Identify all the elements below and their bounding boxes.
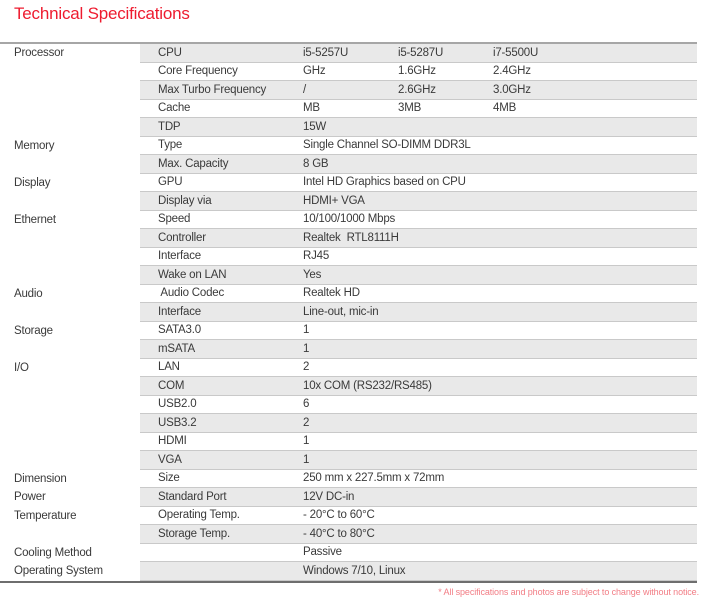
value-cell: HDMI+ VGA bbox=[303, 194, 365, 207]
table-row bbox=[0, 525, 697, 544]
striped-region bbox=[140, 155, 697, 174]
value-cell: 2.6GHz bbox=[398, 83, 436, 96]
table-row bbox=[0, 544, 697, 563]
table-row bbox=[0, 137, 697, 156]
page-title: Technical Specifications bbox=[14, 4, 190, 23]
table-row bbox=[0, 248, 697, 267]
category-cell bbox=[0, 118, 140, 137]
category-cell: Power bbox=[0, 488, 140, 507]
striped-region bbox=[140, 544, 697, 563]
category-cell bbox=[0, 525, 140, 544]
striped-region bbox=[140, 451, 697, 470]
value-cell: - 20°C to 60°C bbox=[303, 509, 375, 522]
value-cell: GHz bbox=[303, 65, 326, 78]
attribute-cell: LAN bbox=[158, 361, 180, 374]
category-cell bbox=[0, 229, 140, 248]
value-cell: 4MB bbox=[493, 102, 517, 115]
striped-region bbox=[140, 359, 697, 378]
table-row bbox=[0, 562, 697, 581]
table-row bbox=[0, 322, 697, 341]
value-cell: 10/100/1000 Mbps bbox=[303, 213, 396, 226]
table-row bbox=[0, 229, 697, 248]
category-cell bbox=[0, 377, 140, 396]
table-row bbox=[0, 155, 697, 174]
attribute-cell: COM bbox=[158, 379, 185, 392]
table-row bbox=[0, 488, 697, 507]
table-row bbox=[0, 433, 697, 452]
attribute-cell: Controller bbox=[158, 231, 206, 244]
value-cell: Yes bbox=[303, 268, 322, 281]
attribute-cell: CPU bbox=[158, 46, 182, 59]
value-cell: 6 bbox=[303, 398, 310, 411]
attribute-cell: Max Turbo Frequency bbox=[158, 83, 267, 96]
striped-region bbox=[140, 525, 697, 544]
striped-region bbox=[140, 562, 697, 581]
striped-region bbox=[140, 414, 697, 433]
striped-region bbox=[140, 470, 697, 489]
attribute-cell: Wake on LAN bbox=[158, 268, 227, 281]
category-cell bbox=[0, 303, 140, 322]
attribute-cell: mSATA bbox=[158, 342, 195, 355]
attribute-cell: Standard Port bbox=[158, 490, 227, 503]
table-row bbox=[0, 63, 697, 82]
striped-region bbox=[140, 100, 697, 119]
table-row bbox=[0, 44, 697, 63]
table-row bbox=[0, 303, 697, 322]
table-row bbox=[0, 470, 697, 489]
value-cell: 1.6GHz bbox=[398, 65, 436, 78]
value-cell: 12V DC-in bbox=[303, 490, 355, 503]
attribute-cell: SATA3.0 bbox=[158, 324, 201, 337]
striped-region bbox=[140, 211, 697, 230]
attribute-cell: HDMI bbox=[158, 435, 187, 448]
attribute-cell: Storage Temp. bbox=[158, 527, 230, 540]
table-row bbox=[0, 414, 697, 433]
value-cell: 10x COM (RS232/RS485) bbox=[303, 379, 432, 392]
category-cell bbox=[0, 451, 140, 470]
striped-region bbox=[140, 285, 697, 304]
value-cell: 2 bbox=[303, 416, 310, 429]
striped-region bbox=[140, 44, 697, 63]
value-cell: Realtek HD bbox=[303, 287, 360, 300]
table-row bbox=[0, 377, 697, 396]
attribute-cell: TDP bbox=[158, 120, 181, 133]
category-cell bbox=[0, 155, 140, 174]
attribute-cell: GPU bbox=[158, 176, 183, 189]
value-cell: 2.4GHz bbox=[493, 65, 531, 78]
value-cell: Single Channel SO-DIMM DDR3L bbox=[303, 139, 471, 152]
striped-region bbox=[140, 396, 697, 415]
striped-region bbox=[140, 192, 697, 211]
striped-region bbox=[140, 229, 697, 248]
category-cell: Operating System bbox=[0, 562, 140, 581]
value-cell: MB bbox=[303, 102, 320, 115]
category-cell bbox=[0, 266, 140, 285]
category-cell bbox=[0, 248, 140, 267]
table-row bbox=[0, 100, 697, 119]
spec-table bbox=[0, 42, 697, 583]
category-cell bbox=[0, 192, 140, 211]
striped-region bbox=[140, 248, 697, 267]
value-cell: Passive bbox=[303, 546, 342, 559]
value-cell: 2 bbox=[303, 361, 310, 374]
table-row bbox=[0, 266, 697, 285]
value-cell: 250 mm x 227.5mm x 72mm bbox=[303, 472, 445, 485]
striped-region bbox=[140, 137, 697, 156]
value-cell: i5-5287U bbox=[398, 46, 444, 59]
attribute-cell: USB3.2 bbox=[158, 416, 197, 429]
attribute-cell: Max. Capacity bbox=[158, 157, 229, 170]
attribute-cell: USB2.0 bbox=[158, 398, 197, 411]
category-cell bbox=[0, 81, 140, 100]
category-cell: Processor bbox=[0, 44, 140, 63]
attribute-cell: Display via bbox=[158, 194, 212, 207]
striped-region bbox=[140, 303, 697, 322]
attribute-cell: Audio Codec bbox=[158, 287, 225, 300]
category-cell: Temperature bbox=[0, 507, 140, 526]
attribute-cell: Cache bbox=[158, 102, 191, 115]
category-cell bbox=[0, 433, 140, 452]
category-cell bbox=[0, 340, 140, 359]
value-cell: / bbox=[303, 83, 306, 96]
footnote: * All specifications and photos are subject to change without notice. bbox=[438, 586, 699, 597]
attribute-cell: Operating Temp. bbox=[158, 509, 240, 522]
category-cell bbox=[0, 396, 140, 415]
value-cell: 1 bbox=[303, 435, 310, 448]
category-cell: Display bbox=[0, 174, 140, 193]
value-cell: 1 bbox=[303, 342, 310, 355]
striped-region bbox=[140, 81, 697, 100]
value-cell: 15W bbox=[303, 120, 327, 133]
attribute-cell: Core Frequency bbox=[158, 65, 238, 78]
value-cell: Intel HD Graphics based on CPU bbox=[303, 176, 466, 189]
table-row bbox=[0, 396, 697, 415]
attribute-cell: Interface bbox=[158, 305, 201, 318]
table-row bbox=[0, 118, 697, 137]
striped-region bbox=[140, 63, 697, 82]
category-cell bbox=[0, 63, 140, 82]
value-cell: RJ45 bbox=[303, 250, 330, 263]
value-cell: Line-out, mic-in bbox=[303, 305, 379, 318]
striped-region bbox=[140, 488, 697, 507]
striped-region bbox=[140, 507, 697, 526]
value-cell: i7-5500U bbox=[493, 46, 539, 59]
attribute-cell: VGA bbox=[158, 453, 182, 466]
table-row bbox=[0, 285, 697, 304]
striped-region bbox=[140, 377, 697, 396]
table-row bbox=[0, 359, 697, 378]
value-cell: 1 bbox=[303, 324, 310, 337]
category-cell: Ethernet bbox=[0, 211, 140, 230]
value-cell: Realtek RTL8111H bbox=[303, 231, 399, 244]
category-cell: Audio bbox=[0, 285, 140, 304]
table-row bbox=[0, 174, 697, 193]
category-cell bbox=[0, 414, 140, 433]
table-row bbox=[0, 192, 697, 211]
striped-region bbox=[140, 433, 697, 452]
value-cell: 3MB bbox=[398, 102, 422, 115]
value-cell: - 40°C to 80°C bbox=[303, 527, 375, 540]
category-cell: Dimension bbox=[0, 470, 140, 489]
table-row bbox=[0, 211, 697, 230]
category-cell: I/O bbox=[0, 359, 140, 378]
category-cell: Storage bbox=[0, 322, 140, 341]
table-row bbox=[0, 507, 697, 526]
striped-region bbox=[140, 340, 697, 359]
table-row bbox=[0, 81, 697, 100]
table-row bbox=[0, 340, 697, 359]
value-cell: 1 bbox=[303, 453, 310, 466]
attribute-cell: Size bbox=[158, 472, 180, 485]
value-cell: i5-5257U bbox=[303, 46, 349, 59]
attribute-cell: Speed bbox=[158, 213, 191, 226]
category-cell bbox=[0, 100, 140, 119]
category-cell: Memory bbox=[0, 137, 140, 156]
striped-region bbox=[140, 322, 697, 341]
category-cell: Cooling Method bbox=[0, 544, 140, 563]
striped-region bbox=[140, 118, 697, 137]
attribute-cell: Type bbox=[158, 139, 183, 152]
striped-region bbox=[140, 174, 697, 193]
attribute-cell: Interface bbox=[158, 250, 201, 263]
value-cell: Windows 7/10, Linux bbox=[303, 564, 406, 577]
value-cell: 3.0GHz bbox=[493, 83, 531, 96]
striped-region bbox=[140, 266, 697, 285]
table-row bbox=[0, 451, 697, 470]
value-cell: 8 GB bbox=[303, 157, 329, 170]
